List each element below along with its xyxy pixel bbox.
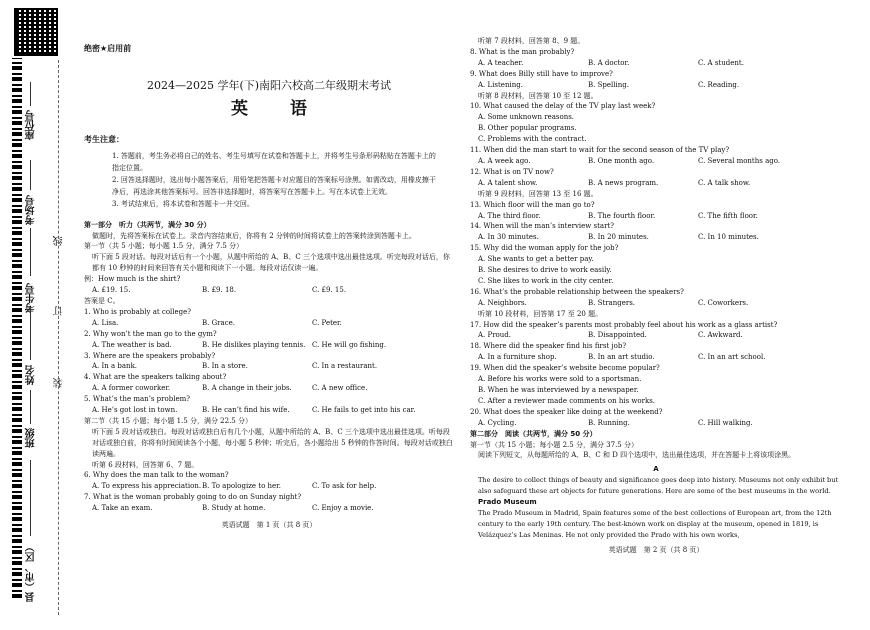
question: 2. Why won’t the man go to the gym? <box>84 329 217 338</box>
option: B. Strangers. <box>588 298 636 307</box>
label-name: 姓名 <box>26 365 37 385</box>
option: C. Coworkers. <box>698 298 749 307</box>
material-6: 听第 6 段材料，回答第 6、7 题。 <box>92 460 199 469</box>
option: A. Listening. <box>478 80 523 89</box>
field-line <box>30 390 31 424</box>
option: B. A doctor. <box>588 58 630 67</box>
question-16: 16. What’s the probable relationship between the speakers? <box>470 287 684 296</box>
option: A. A talent show. <box>478 178 538 187</box>
example-options <box>84 285 454 296</box>
options-20 <box>470 418 842 429</box>
option: B. Disappointed. <box>588 331 647 340</box>
option: C. Peter. <box>312 318 342 327</box>
options-row <box>470 330 842 341</box>
options-16 <box>470 298 842 309</box>
questions-13-14 <box>470 200 842 244</box>
section1-intro: 听下面 5 段对话。每段对话后有一个小题，从题中所给的 A、B、C 三个选项中选出最佳选项。听完每段对话后，你都有 10 秒钟的时间来回答有关小题和阅读下一小题。每段对话仅读一遍。 <box>92 253 450 273</box>
option: C. In an art school. <box>698 353 766 362</box>
option: B. A change in their jobs. <box>202 384 292 393</box>
notes-title: 考生注意： <box>84 134 124 144</box>
option: C. To ask for help. <box>312 482 377 491</box>
question: 12. What is on TV now? <box>470 167 554 176</box>
option: A. The third floor. <box>478 211 541 220</box>
option: A. In 30 minutes. <box>478 233 539 242</box>
section2-intro: 听下面 5 段对话或独白。每段对话或独白后有几个小题，从题中所给的 A、B、C 三个选项中选出最佳选项。听每段对话或独白前，你将有时间阅读各个小题，每小题 5 秒钟；听完后，各小题给出 5 秒钟的作答时间。每段对话或独白读两遍。 <box>92 427 453 458</box>
option: B. One month ago. <box>588 156 655 165</box>
option: C. After a reviewer made comments on his works. <box>478 396 656 405</box>
option: B. In a store. <box>202 362 248 371</box>
option: C. Problems with the contract. <box>478 135 587 144</box>
label-seat: 座位号 <box>26 110 37 140</box>
options-row <box>470 156 842 167</box>
part2-intro: 阅读下列短文，从每题所给的 A、B、C 和 D 四个选项中，选出最佳选项，并在答题卡上将该项涂黑。 <box>478 451 796 460</box>
subject-title: 英 语 <box>231 98 325 119</box>
note-item: 2. 回答选择题时，选出每小题答案后，用铅笔把答题卡对应题目的答案标号涂黑。如需改动，用橡皮擦干净后，再选涂其他答案标号。回答非选择题时，将答案写在答题卡上。写在本试卷上无效。 <box>112 175 436 196</box>
option: C. A student. <box>698 58 744 67</box>
passage-subtitle: Prado Museum <box>478 498 537 507</box>
option: A. He’s got lost in town. <box>92 406 178 415</box>
option: A. To express his appreciation. <box>92 482 202 491</box>
field-line <box>30 460 31 536</box>
label-exam-no: 考生号 <box>26 283 37 313</box>
option: A. Before his works were sold to a sportsman. <box>478 375 642 384</box>
option: C. A new office. <box>312 384 368 393</box>
option: A. Neighbors. <box>478 298 527 307</box>
binding-mark-line: 线 <box>54 236 65 246</box>
binding-margin <box>0 0 70 630</box>
question: 7. What is the woman probably going to do on Sunday night? <box>84 493 302 502</box>
question: 6. Why does the man talk to the woman? <box>84 471 229 480</box>
question: 3. Where are the speakers probably? <box>84 351 216 360</box>
option: A. A week ago. <box>478 156 531 165</box>
options-row <box>84 361 454 372</box>
question: 13. Which floor will the man go to? <box>470 200 595 209</box>
question: 4. What are the speakers talking about? <box>84 373 227 382</box>
section2-heading: 第二节（共 15 小题；每小题 1.5 分，满分 22.5 分） <box>84 416 252 425</box>
options-row <box>84 383 454 394</box>
material-10: 听第 10 段材料，回答第 17 至 20 题。 <box>478 309 603 318</box>
page-2 <box>470 37 842 556</box>
page-1 <box>84 44 454 531</box>
option: C. In 10 minutes. <box>698 233 759 242</box>
binding-mark-order: 订 <box>54 306 65 316</box>
question-19: 19. When did the speaker’s website become popular? <box>470 364 660 373</box>
example-answer: 答案是 C。 <box>84 296 120 305</box>
options-row <box>470 178 842 189</box>
question-15: 15. Why did the woman apply for the job? <box>470 244 619 253</box>
example-question: 例：How much is the shirt? <box>84 275 181 284</box>
option: A. In a furniture shop. <box>478 353 557 362</box>
option: C. He fails to get into his car. <box>312 406 416 415</box>
part1-heading: 第一部分 听力（共两节，满分 30 分） <box>84 220 211 229</box>
option: B. He can’t find his wife. <box>202 406 290 415</box>
field-line <box>30 312 31 360</box>
option: B. The fourth floor. <box>588 211 656 220</box>
passage-letter: A <box>653 465 659 474</box>
material-7: 听第 7 段材料，回答第 8、9 题。 <box>478 37 585 45</box>
option: C. In a restaurant. <box>312 362 378 371</box>
options-row <box>470 58 842 69</box>
note-item: 1. 答题前，考生务必将自己的姓名、考生号填写在试卷和答题卡上，并将考生号条形码粘贴在答题卡上的指定位置。 <box>112 151 436 172</box>
option: A. A teacher. <box>478 58 524 67</box>
question: 9. What does Billy still have to improve? <box>470 69 613 78</box>
option: A. £19. 15. <box>92 286 131 295</box>
notes-list <box>100 150 440 210</box>
option: C. Reading. <box>698 80 740 89</box>
option: A. The weather is bad. <box>92 340 172 349</box>
question: 1. Who is probably at college? <box>84 307 192 316</box>
exam-title: 2024—2025 学年(下)南阳六校高二年级期末考试 <box>146 78 392 92</box>
options-row <box>84 340 454 351</box>
option: C. Enjoy a movie. <box>312 504 374 513</box>
option: B. In 20 minutes. <box>588 233 649 242</box>
label-county: 县（市、区） <box>26 542 37 602</box>
option: B. Spelling. <box>588 80 629 89</box>
questions-11-12 <box>470 145 842 189</box>
label-room: 考场号 <box>26 195 37 225</box>
option: C. £9. 15. <box>312 286 347 295</box>
option: C. A talk show. <box>698 178 751 187</box>
option: A. Cycling. <box>478 418 517 427</box>
question: 5. What’s the man’s problem? <box>84 395 190 404</box>
passage-body: The Prado Museum in Madrid, Spain features some of the best collections of European art, from the 12th century to the early 19th century. The best-known work on display at the museum, opened in 1819, is Velázquez’s Las Meninas. He not only provided the Prado with his own works, <box>478 508 832 539</box>
questions-8-9 <box>470 47 842 91</box>
option: A. She wants to get a better pay. <box>478 255 594 264</box>
material-9: 听第 9 段材料，回答第 13 至 16 题。 <box>478 189 598 198</box>
option: B. He dislikes playing tennis. <box>202 340 306 349</box>
option: B. When he was interviewed by a newspaper. <box>478 386 639 394</box>
option: B. £9. 18. <box>202 286 237 295</box>
option: A. Proud. <box>478 331 511 340</box>
question: 17. How did the speaker’s parents most probably feel about his work as a glass artist? <box>470 320 778 329</box>
question-20: 20. What does the speaker like doing at the weekend? <box>470 407 663 416</box>
question: 18. Where did the speaker find his first job? <box>470 342 627 351</box>
section1-heading: 第一节（共 5 小题；每小题 1.5 分，满分 7.5 分） <box>84 242 244 251</box>
field-line <box>30 228 31 276</box>
label-class: 班级 <box>26 428 37 448</box>
option: B. She desires to drive to work easily. <box>478 266 612 275</box>
passage-intro: The desire to collect things of beauty and significance goes deep into history. Museums not only exhibit but also safeguard these art objects for future generations. Here are some of the best museums in the world. <box>478 476 839 496</box>
option: C. Awkward. <box>698 331 743 340</box>
options-row <box>84 318 454 329</box>
option: C. Hill walking. <box>698 418 753 427</box>
options-row <box>470 80 842 91</box>
questions-1-5 <box>84 307 454 416</box>
page-footer: 英语试题 第 1 页（共 8 页） <box>221 521 317 530</box>
barcode-strip <box>12 58 22 598</box>
options-row <box>84 503 454 514</box>
field-line <box>30 82 31 106</box>
question: 14. When will the man’s interview start? <box>470 222 615 231</box>
option: B. In an art studio. <box>588 353 655 362</box>
option: C. Several months ago. <box>698 156 781 165</box>
question: 11. When did the man start to wait for the second season of the TV play? <box>470 146 730 155</box>
options-row <box>84 481 454 492</box>
option: A. Lisa. <box>92 318 119 327</box>
material-8: 听第 8 段材料，回答第 10 至 12 题。 <box>478 91 598 100</box>
option: A. A former coworker. <box>92 384 171 393</box>
note-item: 3. 考试结束后，将本试卷和答题卡一并交回。 <box>112 199 254 208</box>
option: A. In a bank. <box>92 362 138 371</box>
question-10: 10. What caused the delay of the TV play last week? <box>470 102 656 111</box>
field-line <box>30 160 31 190</box>
part2-section1-heading: 第一节（共 15 小题；每小题 2.5 分，满分 37.5 分） <box>470 440 638 449</box>
option: B. Study at home. <box>202 504 266 513</box>
secret-mark: 绝密★启用前 <box>84 44 132 53</box>
option: A. Take an exam. <box>92 504 153 513</box>
option: B. Running. <box>588 418 630 427</box>
option: C. The fifth floor. <box>698 211 758 220</box>
options-row <box>470 211 842 222</box>
page-footer: 英语试题 第 2 页（共 8 页） <box>608 545 704 554</box>
options-row <box>470 352 842 363</box>
option: B. Grace. <box>202 318 235 327</box>
option: B. To apologize to her. <box>202 482 281 491</box>
option: B. Other popular programs. <box>478 124 577 133</box>
questions-17-18 <box>470 320 842 364</box>
options-row <box>470 232 842 243</box>
binding-line <box>58 60 59 615</box>
options-row <box>84 405 454 416</box>
part2-heading: 第二部分 阅读（共两节，满分 50 分） <box>470 429 597 438</box>
question: 8. What is the man probably? <box>470 47 575 56</box>
part1-intro: 做题时，先将答案标在试卷上。录音内容结束后，你将有 2 分钟的时间将试卷上的答案转涂到答题卡上。 <box>92 231 416 240</box>
option: C. She likes to work in the city center. <box>478 276 614 285</box>
qr-code <box>14 8 58 56</box>
questions-6-7 <box>84 470 454 514</box>
binding-mark-install: 装 <box>54 378 65 388</box>
option: C. He will go fishing. <box>312 340 387 349</box>
option: A. Some unknown reasons. <box>478 113 575 122</box>
option: B. A news program. <box>588 178 659 187</box>
